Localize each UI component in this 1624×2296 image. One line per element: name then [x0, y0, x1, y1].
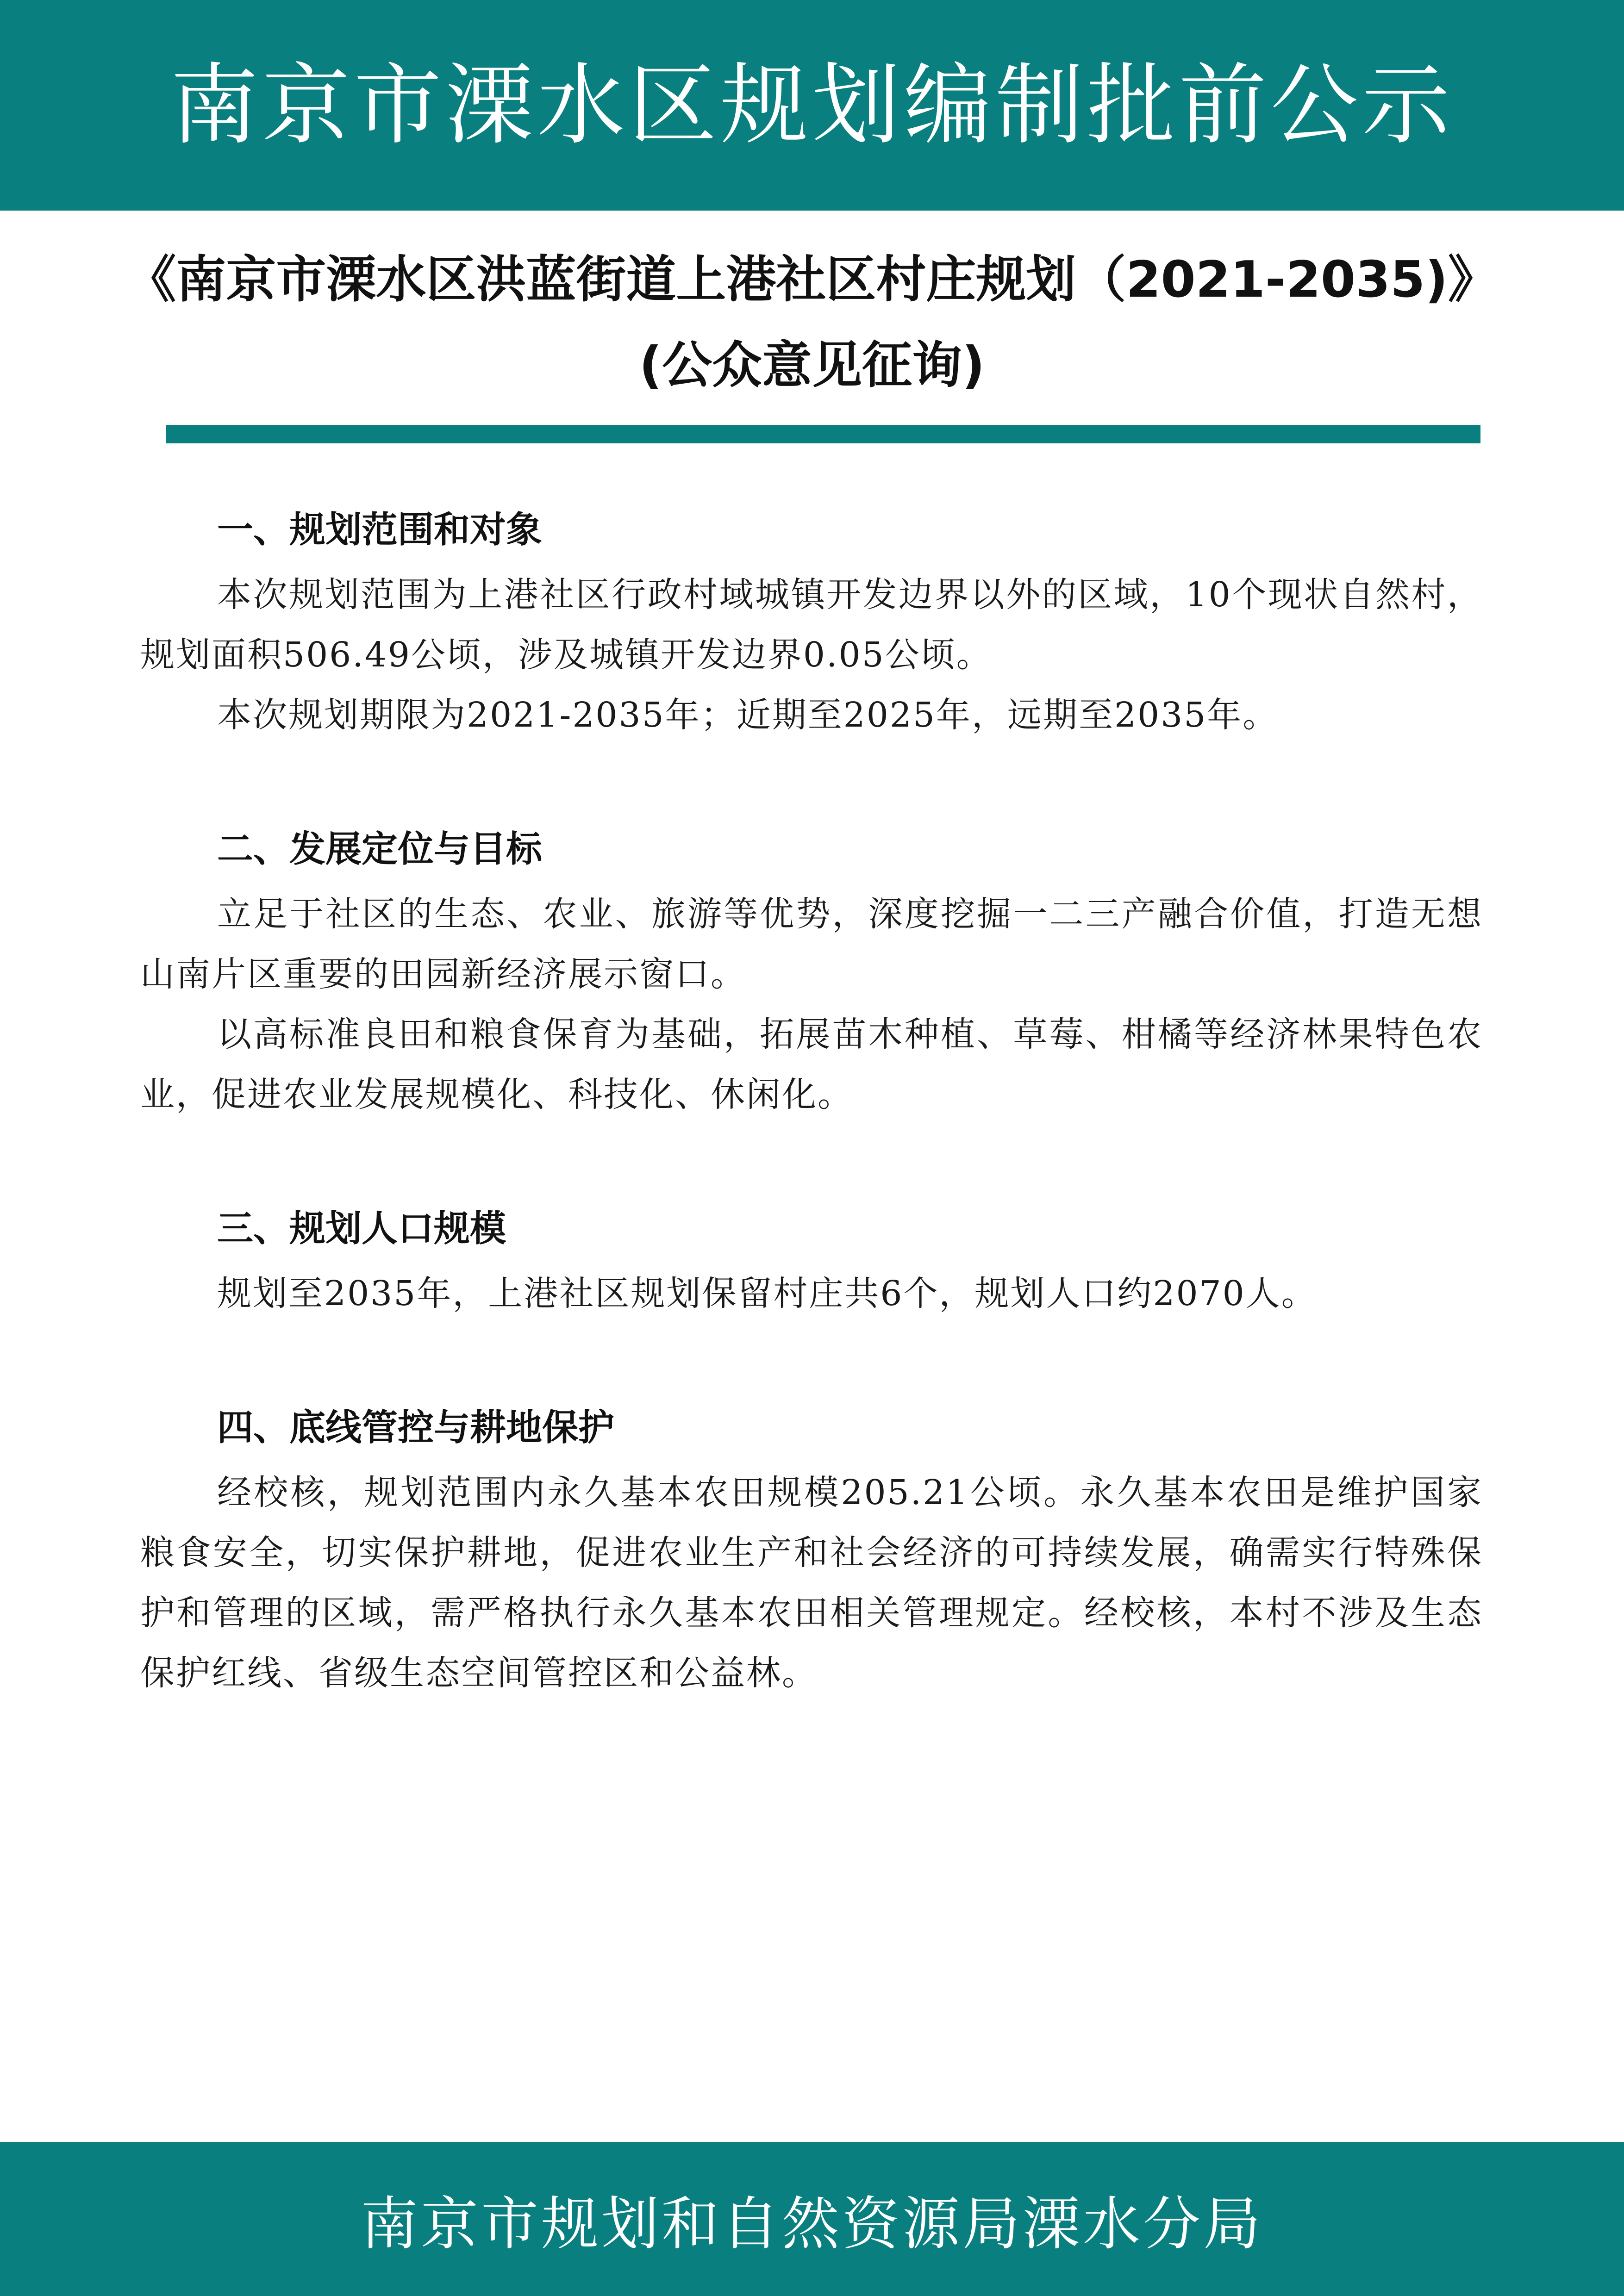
- section-paragraph: 本次规划范围为上港社区行政村域城镇开发边界以外的区域，10个现状自然村，规划面积506.49公顷，涉及城镇开发边界0.05公顷。: [140, 575, 1483, 675]
- section-heading: 三、规划人口规模: [217, 1208, 506, 1250]
- document-subtitle: (公众意见征询): [639, 336, 985, 394]
- section-paragraph: 立足于社区的生态、农业、旅游等优势，深度挖掘一二三产融合价值，打造无想山南片区重要的田园新经济展示窗口。: [140, 894, 1483, 994]
- header-band: [0, 0, 1624, 211]
- section-paragraph: 以高标准良田和粮食保育为基础，拓展苗木种植、草莓、柑橘等经济林果特色农业，促进农业发展规模化、科技化、休闲化。: [140, 1014, 1483, 1114]
- footer-issuer: 南京市规划和自然资源局溧水分局: [360, 2190, 1263, 2258]
- section-positioning: [140, 824, 1483, 1125]
- section-heading: 四、底线管控与耕地保护: [217, 1407, 615, 1449]
- section-paragraph: 本次规划期限为2021-2035年；近期至2025年，远期至2035年。: [217, 695, 1279, 735]
- content-body: [140, 504, 1483, 1782]
- section-paragraph: 经校核，规划范围内永久基本农田规模205.21公顷。永久基本农田是维护国家粮食安全，切实保护耕地，促进农业生产和社会经济的可持续发展，确需实行特殊保护和管理的区域，需严格执行永久基本农田相关管理规定。经校核，本村不涉及生态保护红线、省级生态空间管控区和公益林。: [140, 1473, 1483, 1693]
- section-population: [140, 1203, 1483, 1324]
- section-paragraph: 规划至2035年，上港社区规划保留村庄共6个，规划人口约2070人。: [217, 1274, 1317, 1313]
- footer-band: [0, 2142, 1624, 2296]
- section-scope: [140, 504, 1483, 745]
- title-divider: [166, 425, 1480, 443]
- document-title: 《南京市溧水区洪蓝街道上港社区村庄规划（2021-2035)》: [126, 251, 1498, 309]
- section-heading: 二、发展定位与目标: [217, 828, 543, 870]
- section-heading: 一、规划范围和对象: [217, 509, 543, 551]
- section-farmland: [140, 1402, 1483, 1703]
- page-title: 南京市溧水区规划编制批前公示: [170, 54, 1454, 156]
